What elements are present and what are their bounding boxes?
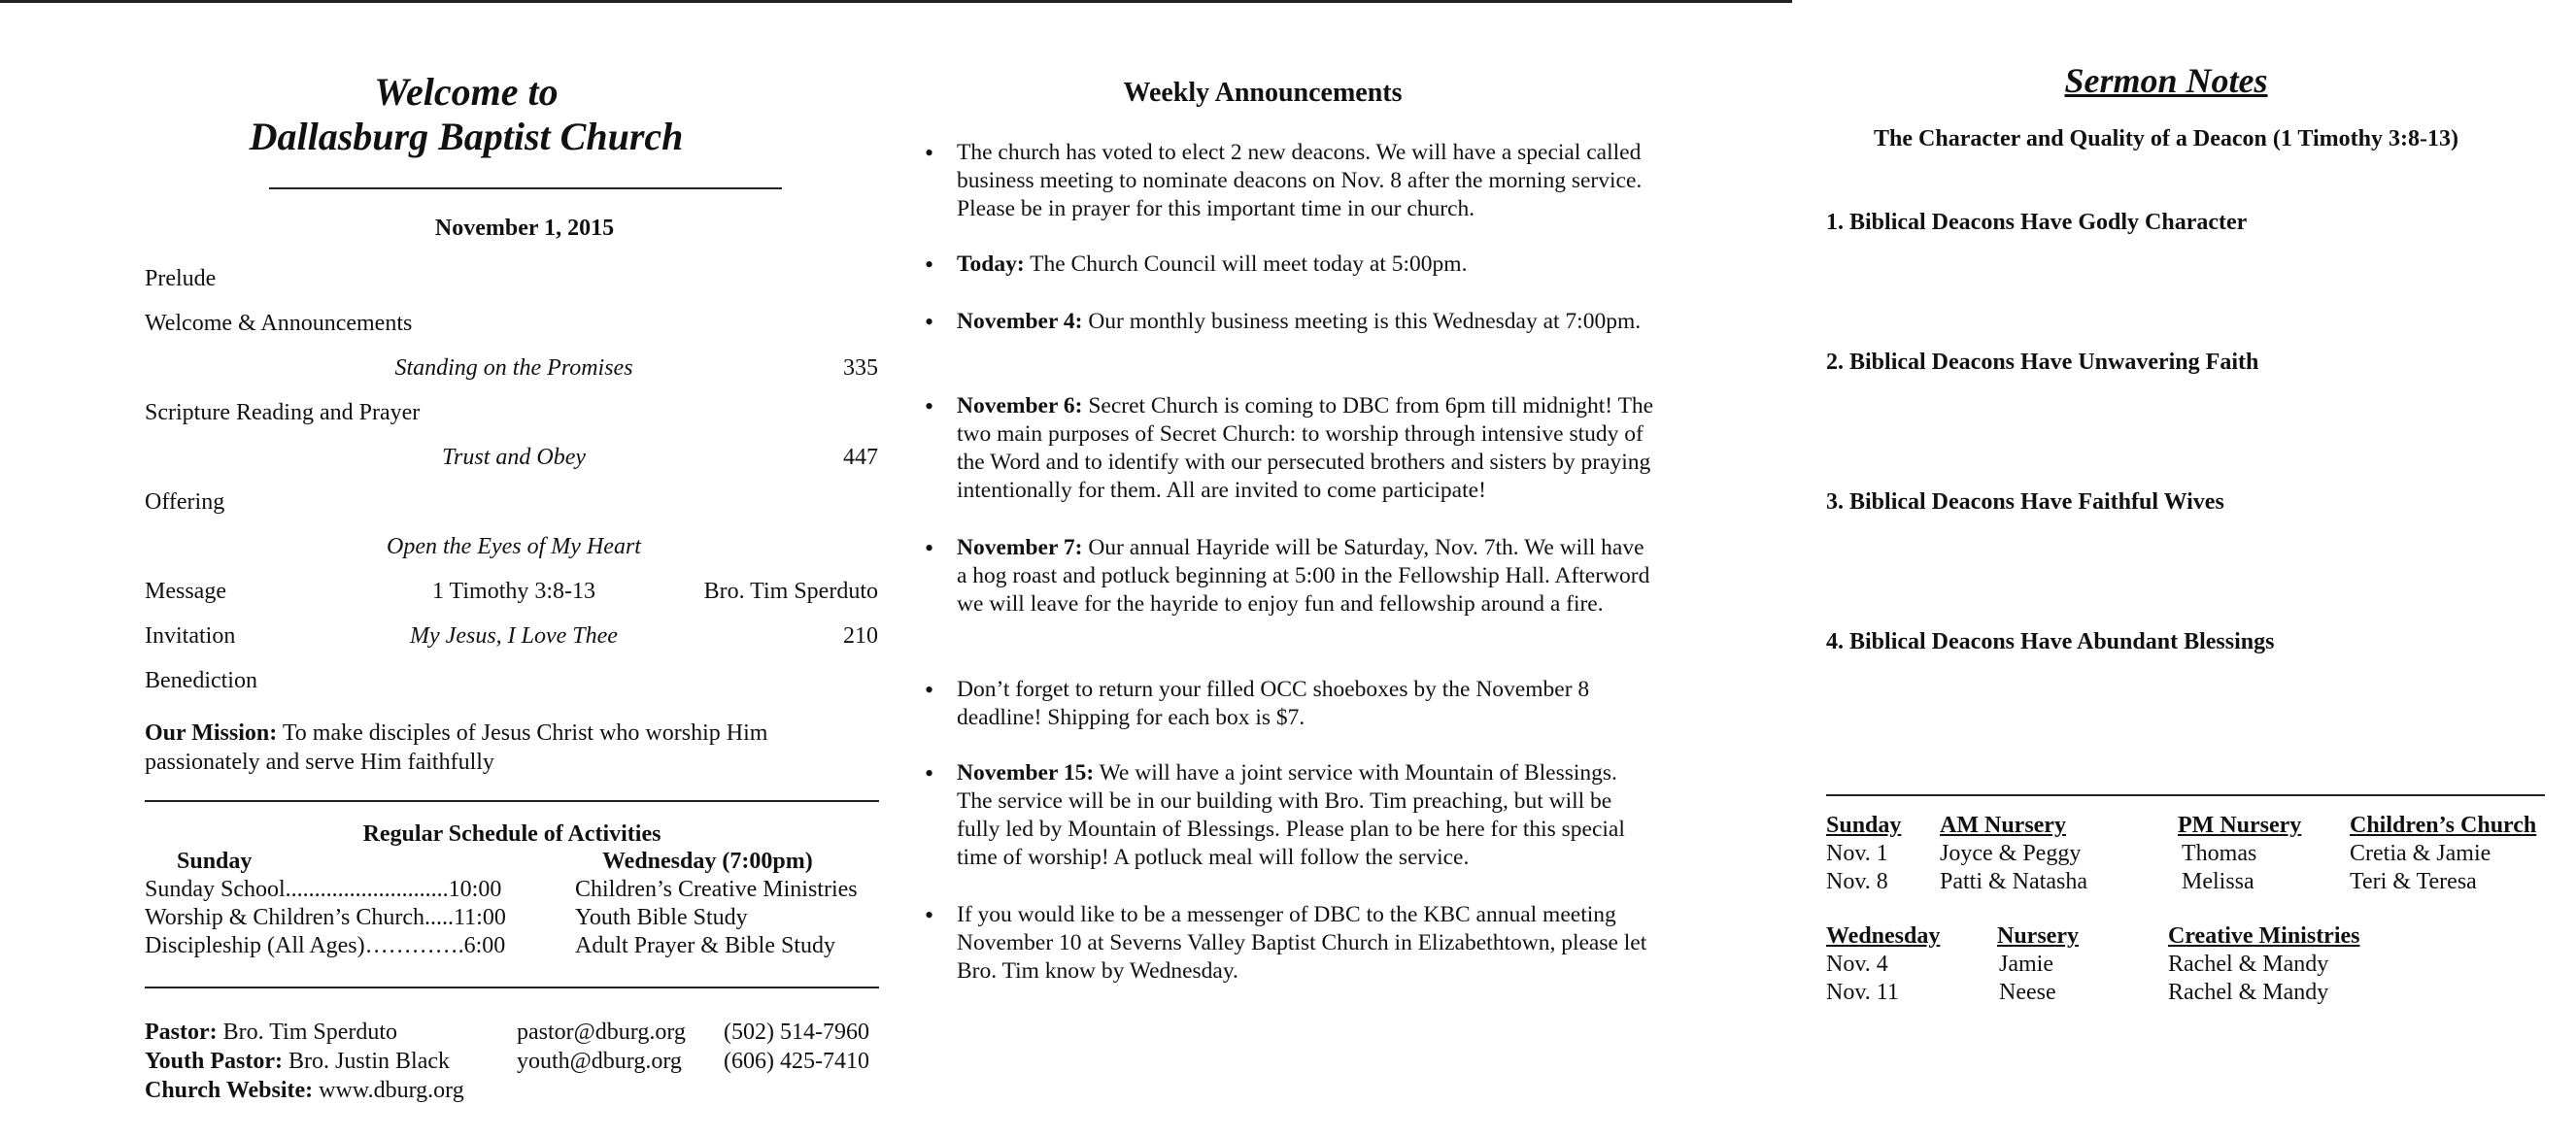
welcome-line-1: Welcome to xyxy=(374,70,559,114)
announcement-item xyxy=(957,676,1656,732)
childrens-church xyxy=(2350,812,2536,896)
pm-nursery-volunteers: Thomas xyxy=(2182,841,2257,866)
sermon-notes-panel xyxy=(1826,0,2564,1138)
sermon-point: 4. Biblical Deacons Have Abundant Blessings xyxy=(1826,629,2275,654)
sunday-dates-header: Sunday xyxy=(1826,813,1902,838)
order-title: Open the Eyes of My Heart xyxy=(387,534,641,559)
am-nursery-header: AM Nursery xyxy=(1940,813,2066,838)
order-title: Trust and Obey xyxy=(441,445,586,470)
announcement-date: November 4: xyxy=(957,309,1083,334)
announcements-title: Weekly Announcements xyxy=(1123,78,1403,108)
title-divider xyxy=(269,187,782,189)
sermon-subtitle: The Character and Quality of a Deacon (1 Timothy 3:8-13) xyxy=(1874,126,2458,151)
order-reference: 335 xyxy=(843,355,878,381)
announcement-item xyxy=(957,901,1656,986)
announcement-text: Don’t forget to return your filled OCC shoeboxes by the November 8 deadline! Shipping for each box is $7. xyxy=(957,677,1590,730)
announcement-date: November 6: xyxy=(957,393,1083,418)
wednesday-header: Wednesday (7:00pm) xyxy=(602,849,813,874)
announcement-date: November 15: xyxy=(957,760,1095,786)
wednesday-date: Nov. 11 xyxy=(1826,980,1899,1005)
announcement-text: The Church Council will meet today at 5:00pm. xyxy=(1024,251,1468,277)
staff-names xyxy=(145,1018,464,1105)
website-label: Church Website: xyxy=(145,1078,314,1103)
sunday-item: Sunday School............................10:00 xyxy=(145,877,502,902)
youth-pastor-name: Bro. Justin Black xyxy=(283,1049,450,1074)
mission-label: Our Mission: xyxy=(145,720,278,746)
announcement-text: Our monthly business meeting is this Wednesday at 7:00pm. xyxy=(1082,309,1642,334)
wednesday-schedule xyxy=(575,848,858,960)
announcement-text: If you would like to be a messenger of DBC to the KBC annual meeting November 10 at Severns Valley Baptist Church in Elizabethtown, please let Bro. Tim know by Wednesday. xyxy=(957,902,1647,984)
sermon-point: 2. Biblical Deacons Have Unwavering Faith xyxy=(1826,350,2259,375)
sunday-date: Nov. 1 xyxy=(1826,841,1888,866)
schedule-divider-top xyxy=(145,800,879,802)
announcements-panel xyxy=(918,0,1695,1138)
wednesday-date: Nov. 4 xyxy=(1826,952,1888,977)
sermon-point: 3. Biblical Deacons Have Faithful Wives xyxy=(1826,489,2224,515)
order-title: Standing on the Promises xyxy=(394,355,633,381)
mission-text-1: To make disciples of Jesus Christ who worship Him xyxy=(277,720,768,746)
staff-emails xyxy=(517,1018,686,1076)
welcome-line-2: Dallasburg Baptist Church xyxy=(249,115,684,158)
wednesday-nursery-volunteer: Neese xyxy=(1999,980,2056,1005)
order-reference: Bro. Tim Sperduto xyxy=(703,579,878,604)
youth-pastor-email: youth@dburg.org xyxy=(517,1049,682,1074)
pm-nursery xyxy=(2178,812,2301,896)
announcement-text: The church has voted to elect 2 new deacons. We will have a special called business meeting to nominate deacons on Nov. 8 after the morning service. Please be in prayer for this important time in our church. xyxy=(957,140,1643,221)
contacts-divider xyxy=(145,987,879,988)
am-nursery-volunteers: Joyce & Peggy xyxy=(1940,841,2082,866)
announcement-item xyxy=(957,392,1656,505)
creative-ministries xyxy=(2168,922,2360,1007)
sunday-header: Sunday xyxy=(177,849,253,874)
mission-text-2: passionately and serve Him faithfully xyxy=(145,750,494,775)
order-label: Welcome & Announcements xyxy=(145,311,413,336)
schedule-title: Regular Schedule of Activities xyxy=(362,821,661,847)
wednesday-dates xyxy=(1826,922,1940,1007)
youth-pastor-phone: (606) 425-7410 xyxy=(724,1049,869,1074)
order-reference: 447 xyxy=(843,445,878,470)
childrens-church-header: Children’s Church xyxy=(2350,813,2537,838)
creative-ministries-volunteers: Rachel & Mandy xyxy=(2168,980,2329,1005)
mission-statement xyxy=(145,719,767,777)
wednesday-item: Children’s Creative Ministries xyxy=(575,877,858,902)
announcement-item xyxy=(957,759,1656,872)
website-url: www.dburg.org xyxy=(313,1078,464,1103)
welcome-title xyxy=(78,70,855,159)
sunday-dates xyxy=(1826,812,1901,896)
order-title: My Jesus, I Love Thee xyxy=(410,623,618,649)
announcement-item xyxy=(957,308,1656,336)
sunday-item: Worship & Children’s Church.....11:00 xyxy=(145,905,506,930)
childrens-church-volunteers: Cretia & Jamie xyxy=(2350,841,2491,866)
announcement-text: Our annual Hayride will be Saturday, Nov. 7th. We will have a hog roast and potluck beginning at 5:00 in the Fellowship Hall. Afterword we will leave for the hayride to enjoy fun and fellowship around a fire. xyxy=(957,535,1650,617)
sunday-date: Nov. 8 xyxy=(1826,869,1888,894)
sunday-item: Discipleship (All Ages)………….6:00 xyxy=(145,933,506,958)
sermon-notes-title: Sermon Notes xyxy=(2064,61,2268,100)
sunday-schedule xyxy=(145,848,506,960)
announcement-text: We will have a joint service with Mountain of Blessings. The service will be in our building with Bro. Tim preaching, but will be fully led by Mountain of Blessings. Please plan to be here for this special time of worship! A potluck meal will follow the service. xyxy=(957,760,1625,870)
creative-ministries-volunteers: Rachel & Mandy xyxy=(2168,952,2329,977)
announcement-item xyxy=(957,534,1656,619)
order-label: Offering xyxy=(145,489,225,515)
pastor-email: pastor@dburg.org xyxy=(517,1020,686,1045)
wednesday-nursery xyxy=(1997,922,2079,1007)
staff-phones xyxy=(724,1018,869,1076)
wednesday-item: Youth Bible Study xyxy=(575,905,748,930)
order-title: 1 Timothy 3:8-13 xyxy=(431,579,596,604)
pm-nursery-volunteers: Melissa xyxy=(2182,869,2254,894)
youth-pastor-label: Youth Pastor: xyxy=(145,1049,283,1074)
order-label: Invitation xyxy=(145,623,236,649)
order-reference: 210 xyxy=(843,623,878,649)
pastor-phone: (502) 514-7960 xyxy=(724,1020,869,1045)
am-nursery-volunteers: Patti & Natasha xyxy=(1940,869,2087,894)
wednesday-nursery-header: Nursery xyxy=(1997,923,2079,949)
pastor-label: Pastor: xyxy=(145,1020,218,1045)
pm-nursery-header: PM Nursery xyxy=(2178,813,2302,838)
announcement-item xyxy=(957,139,1656,223)
order-label: Message xyxy=(145,579,226,604)
order-label: Scripture Reading and Prayer xyxy=(145,400,421,425)
order-of-service-panel xyxy=(136,0,894,1138)
announcement-item xyxy=(957,251,1656,279)
wednesday-nursery-volunteer: Jamie xyxy=(1999,952,2053,977)
announcement-text: Secret Church is coming to DBC from 6pm till midnight! The two main purposes of Secret Church: to worship through intensive study of the Word and to identify with our persecuted brothers and sisters by praying intentionally for them. All are invited to come participate! xyxy=(957,393,1654,503)
announcement-date: November 7: xyxy=(957,535,1083,560)
nursery-divider xyxy=(1826,794,2545,796)
service-date: November 1, 2015 xyxy=(434,216,615,241)
sermon-point: 1. Biblical Deacons Have Godly Character xyxy=(1826,210,2248,235)
order-label: Prelude xyxy=(145,266,217,291)
am-nursery xyxy=(1940,812,2087,896)
wednesday-dates-header: Wednesday xyxy=(1826,923,1941,949)
announcement-date: Today: xyxy=(957,251,1025,277)
order-label: Benediction xyxy=(145,668,257,693)
creative-ministries-header: Creative Ministries xyxy=(2168,923,2360,949)
childrens-church-volunteers: Teri & Teresa xyxy=(2350,869,2477,894)
pastor-name: Bro. Tim Sperduto xyxy=(217,1020,398,1045)
wednesday-item: Adult Prayer & Bible Study xyxy=(575,933,835,958)
